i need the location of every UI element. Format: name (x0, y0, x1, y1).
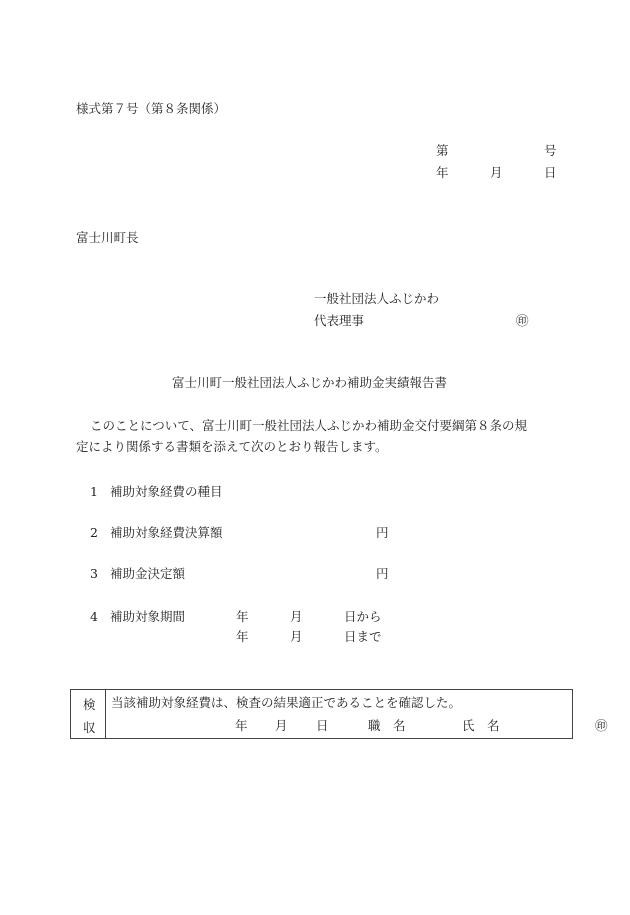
body-line-1: このことについて、富士川町一般社団法人ふじかわ補助金交付要綱第８条の規 (90, 418, 528, 433)
inspection-label-bottom: 収 (83, 720, 96, 735)
item-2-number: 2 (90, 525, 98, 540)
date-month: 月 (490, 165, 503, 180)
item-3-unit: 円 (376, 566, 389, 581)
inspection-position-label: 職 名 (368, 718, 406, 733)
period-to-year: 年 (236, 629, 249, 644)
period-from-day: 日から (344, 609, 382, 624)
period-from-year: 年 (236, 609, 249, 624)
body-text (76, 415, 558, 457)
inspection-day: 日 (316, 718, 329, 733)
item-4-number: 4 (90, 609, 98, 624)
item-3-number: 3 (90, 566, 98, 581)
recipient: 富士川町長 (76, 230, 139, 245)
applicant-organization: 一般社団法人ふじかわ (314, 291, 440, 306)
inspection-label-cell (71, 690, 106, 738)
seal-mark: ㊞ (516, 313, 529, 328)
inspection-label-top: 検 (83, 697, 96, 712)
doc-number-prefix: 第 (436, 143, 449, 158)
period-from-month: 月 (290, 609, 303, 624)
inspection-year: 年 (235, 718, 248, 733)
inspection-content-cell (105, 690, 608, 738)
body-line-2: 定により関係する書類を添えて次のとおり報告します。 (76, 439, 388, 454)
item-3-label: 補助金決定額 (110, 566, 186, 581)
inspection-name-label: 氏 名 (462, 718, 500, 733)
inspection-statement: 当該補助対象経費は、検査の結果適正であることを確認した。 (111, 695, 462, 710)
doc-number-suffix: 号 (544, 143, 557, 158)
form-number: 様式第７号（第８条関係） (76, 101, 227, 116)
date-year: 年 (436, 165, 449, 180)
period-to-month: 月 (290, 629, 303, 644)
inspection-box (70, 689, 608, 739)
document-title: 富士川町一般社団法人ふじかわ補助金実績報告書 (172, 375, 448, 390)
item-1-label: 補助対象経費の種目 (110, 484, 223, 499)
item-1-number: 1 (90, 484, 98, 499)
item-2-label: 補助対象経費決算額 (110, 525, 223, 540)
period-to-day: 日まで (344, 629, 382, 644)
date-day: 日 (544, 165, 557, 180)
applicant-title: 代表理事 (314, 313, 365, 328)
inspection-seal-mark: ㊞ (595, 718, 608, 733)
item-4-label: 補助対象期間 (110, 609, 186, 624)
item-2-unit: 円 (376, 525, 389, 540)
inspection-month: 月 (275, 718, 288, 733)
